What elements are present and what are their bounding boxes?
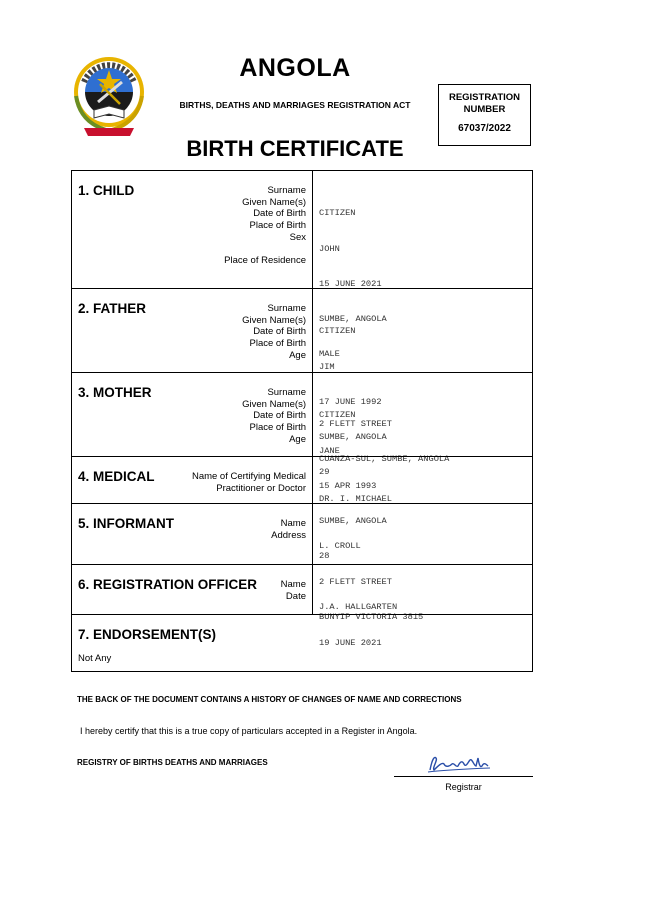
label-date-of-birth: Date of Birth — [253, 410, 306, 422]
label-given-names: Given Name(s) — [242, 314, 306, 326]
section-heading: 6. REGISTRATION OFFICER — [78, 577, 258, 592]
registrar-signature-icon — [424, 752, 504, 776]
value-date-of-birth: 17 JUNE 1992 — [319, 396, 382, 407]
section-heading: 2. FATHER — [78, 301, 147, 316]
label-date-of-birth: Date of Birth — [253, 326, 306, 338]
label-surname: Surname — [267, 185, 306, 196]
label-surname: Surname — [267, 387, 306, 398]
registry-name: REGISTRY OF BIRTHS DEATHS AND MARRIAGES — [77, 758, 268, 767]
label-residence: Place of Residence — [224, 255, 306, 267]
registration-number-box — [438, 84, 531, 146]
value-age: 29 — [319, 466, 330, 477]
certification-statement: I hereby certify that this is a true copy of particulars accepted in a Register in Angola. — [80, 726, 418, 736]
value-date-of-birth: 15 APR 1993 — [319, 480, 377, 491]
label-place-of-birth: Place of Birth — [249, 422, 306, 434]
value-residence-line2: CUANZA-SUL, SUMBE, ANGOLA — [319, 454, 450, 465]
value-place-of-birth: SUMBE, ANGOLA — [319, 313, 387, 324]
label-age: Age — [289, 349, 306, 361]
label-given-names: Given Name(s) — [242, 196, 306, 208]
label-surname: Surname — [267, 303, 306, 314]
field-labels — [224, 185, 306, 267]
value-given-names: JOHN — [319, 243, 340, 254]
field-labels — [242, 387, 306, 446]
value-name: J.A. HALLGARTEN — [319, 602, 398, 613]
section-heading: 7. ENDORSEMENT(S) — [78, 627, 217, 642]
registrar-label: Registrar — [445, 782, 482, 792]
label-name: Name — [280, 579, 306, 590]
value-doctor-name: DR. I. MICHAEL — [319, 494, 392, 505]
section-endorsement — [72, 615, 532, 671]
value-address-line2: BUNYIP VICTORIA 3815 — [319, 611, 424, 622]
value-surname: CITIZEN — [319, 410, 356, 421]
label-name: Name — [280, 518, 306, 529]
label-address: Address — [271, 529, 306, 541]
label-age: Age — [289, 433, 306, 445]
value-name: L. CROLL — [319, 541, 361, 552]
registration-act: BIRTHS, DEATHS AND MARRIAGES REGISTRATION ACT — [179, 100, 411, 110]
registration-number-value: 67037/2022 — [458, 123, 511, 134]
value-given-names: JANE — [319, 445, 340, 456]
value-address-line1: 2 FLETT STREET — [319, 576, 392, 587]
value-sex: MALE — [319, 348, 340, 359]
registration-number-label: REGISTRATION NUMBER — [448, 92, 521, 115]
country-title: ANGOLA — [239, 54, 351, 82]
value-date: 19 JUNE 2021 — [319, 637, 382, 648]
signature-line — [394, 776, 533, 777]
label-place-of-birth: Place of Birth — [249, 338, 306, 350]
endorsement-text: Not Any — [78, 653, 112, 664]
field-labels — [271, 518, 306, 541]
field-labels — [192, 471, 306, 494]
section-medical — [72, 457, 532, 504]
label-date: Date — [285, 590, 306, 602]
angola-coat-of-arms-icon — [70, 52, 148, 140]
value-place-of-birth: SUMBE, ANGOLA — [319, 515, 387, 526]
certificate-table — [71, 170, 533, 672]
section-heading: 4. MEDICAL — [78, 469, 155, 484]
label-place-of-birth: Place of Birth — [249, 220, 306, 232]
value-age: 28 — [319, 550, 330, 561]
value-surname: CITIZEN — [319, 326, 356, 337]
label-given-names: Given Name(s) — [242, 398, 306, 410]
label-certifying-line2: Practitioner or Doctor — [216, 482, 306, 494]
document-title: BIRTH CERTIFICATE — [186, 136, 404, 161]
section-heading: 5. INFORMANT — [78, 516, 174, 531]
value-date-of-birth: 15 JUNE 2021 — [319, 278, 382, 289]
value-residence-line1: 2 FLETT STREET — [319, 419, 392, 430]
value-given-names: JIM — [319, 361, 335, 372]
field-labels — [242, 303, 306, 362]
back-of-document-note: THE BACK OF THE DOCUMENT CONTAINS A HISTORY OF CHANGES OF NAME AND CORRECTIONS — [77, 695, 462, 704]
label-date-of-birth: Date of Birth — [253, 208, 306, 220]
field-labels — [281, 579, 306, 602]
section-heading: 3. MOTHER — [78, 385, 152, 400]
value-surname: CITIZEN — [319, 208, 356, 219]
label-sex: Sex — [289, 231, 306, 243]
label-certifying-line1: Name of Certifying Medical — [191, 471, 306, 482]
section-heading: 1. CHILD — [78, 183, 135, 198]
value-place-of-birth: SUMBE, ANGOLA — [319, 431, 387, 442]
